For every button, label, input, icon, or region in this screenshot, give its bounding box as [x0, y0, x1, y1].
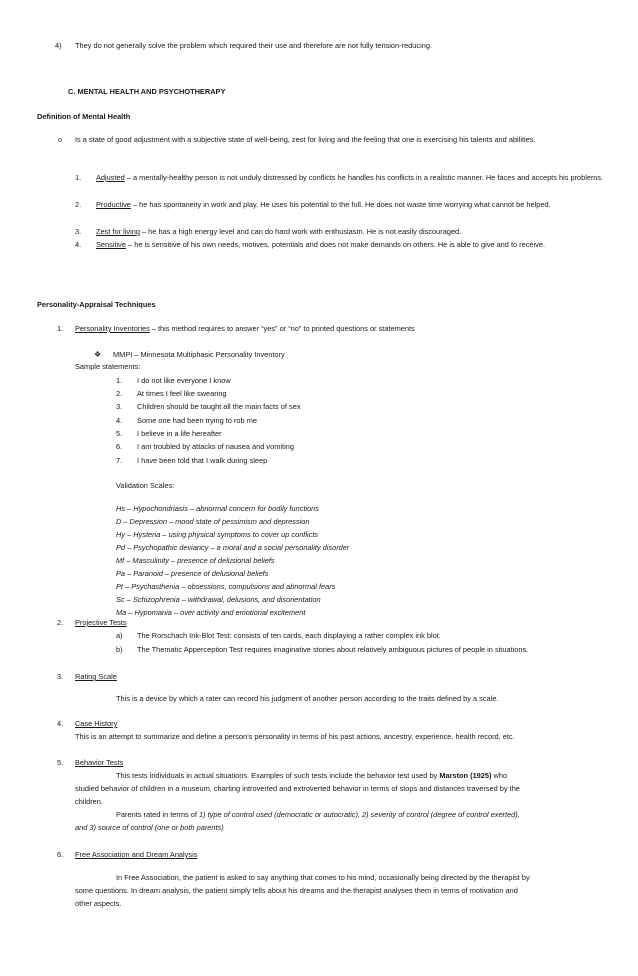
list-number: 1.	[57, 324, 64, 333]
sample-label: Sample statements:	[75, 362, 141, 371]
behavior-line: and 3) source of control (one or both parents)	[75, 823, 224, 832]
validation-scale: Ma – Hypomania – over activity and emotional excitement	[116, 608, 306, 617]
bullet-marker: o	[58, 135, 63, 144]
list-number: 3.	[75, 227, 82, 236]
validation-scale: D – Depression – mood state of pessimism and depression	[116, 517, 310, 526]
behavior-text: This tests individuals in actual situations. Examples of such tests include the behavior test used by	[116, 771, 440, 780]
statement-number: 7.	[116, 456, 123, 465]
statement-number: 1.	[116, 376, 123, 385]
list-item	[96, 225, 606, 238]
list-item	[96, 171, 606, 184]
term: Personality Inventories	[75, 324, 150, 333]
list-number: 4.	[57, 719, 64, 728]
term: Zest for living	[96, 227, 140, 236]
sub-item: The Thematic Apperception Test requires imaginative stories about relatively ambiguous pictures of people in situations.	[137, 645, 529, 654]
term-description: – a mentally-healthy person is not unduly distressed by conflicts he handles his conflicts in a realistic manner. He faces and accepts his problems.	[124, 173, 603, 182]
term-description: – he has a high energy level and can do hard work with enthusiasm. He is not easily discouraged.	[139, 227, 462, 236]
citation: Marston (1925)	[439, 771, 492, 780]
diamond-bullet-icon: ❖	[94, 350, 102, 359]
validation-scale: Sc – Schizophrenia – withdrawal, delusions, and disorientation	[116, 595, 321, 604]
behavior-line: studied behavior of children in a museum, charting introverted and extroverted behavior in terms of stops and distances traversed by the	[75, 784, 520, 793]
list-number: 6.	[57, 850, 64, 859]
statement: I believe in a life hereafter	[137, 429, 222, 438]
term: Productive	[96, 200, 131, 209]
rating-text: This is a device by which a rater can record his judgment of another person according to the traits defined by a scale.	[116, 694, 499, 703]
sub-item-marker: b)	[116, 645, 123, 654]
term-description: – this method requires to answer “yes” or “no” to printed questions or statements	[149, 324, 415, 333]
statement: I am troubled by attacks of nausea and vomiting	[137, 442, 294, 451]
appraisal-heading: Personality-Appraisal Techniques	[37, 300, 156, 309]
list-number: 1.	[75, 173, 82, 182]
mmpi-label: MMPI – Minnesota Multiphasic Personality Inventory	[113, 350, 285, 359]
term: Projective Tests	[75, 618, 127, 627]
term: Adjusted	[96, 173, 125, 182]
validation-scale: Pa – Paranoid – presence of delusional beliefs	[116, 569, 269, 578]
item-text: They do not generally solve the problem which required their use and therefore are not fully tension-reducing.	[75, 41, 433, 50]
list-item	[96, 238, 606, 251]
behavior-text: who	[491, 771, 508, 780]
list-number: 2.	[57, 618, 64, 627]
behavior-line: children.	[75, 797, 103, 806]
statement: I do not like everyone I know	[137, 376, 231, 385]
statement: At times I feel like swearing	[137, 389, 227, 398]
definition-text: Is a state of good adjustment with a subjective state of well-being, zest for living and the feeling that one is exercising his talents and abilities.	[75, 135, 536, 144]
section-heading: C. MENTAL HEALTH AND PSYCHOTHERAPY	[68, 87, 226, 96]
definition-heading: Definition of Mental Health	[37, 112, 131, 121]
free-line: other aspects.	[75, 899, 122, 908]
list-number: 5.	[57, 758, 64, 767]
sub-item-marker: a)	[116, 631, 123, 640]
list-number: 3.	[57, 672, 64, 681]
term: Sensitive	[96, 240, 126, 249]
term: Rating Scale	[75, 672, 117, 681]
statement-number: 6.	[116, 442, 123, 451]
list-number: 2.	[75, 200, 82, 209]
list-item	[75, 324, 415, 333]
term: Case History	[75, 719, 118, 728]
term-description: – he is sensitive of his own needs, motives, potentials and does not make demands on others. He is able to give and to receive.	[126, 240, 546, 249]
statement-number: 5.	[116, 429, 123, 438]
validation-scale: Mf – Masculinity – presence of delusional beliefs	[116, 556, 275, 565]
behavior-italic: 1) type of control used (democratic or autocratic), 2) severity of control (degree of control exerted),	[198, 810, 520, 819]
behavior-line	[116, 771, 507, 780]
statement-number: 4.	[116, 416, 123, 425]
statement-number: 3.	[116, 402, 123, 411]
case-text: This is an attempt to summarize and define a person’s personality in terms of his past actions, ancestry, experience, health record, etc.	[75, 732, 515, 741]
term: Free Association and Dream Analysis	[75, 850, 198, 859]
statement: Children should be taught all the main facts of sex	[137, 402, 301, 411]
statement-number: 2.	[116, 389, 123, 398]
list-number: 4.	[75, 240, 82, 249]
validation-scale: Pd – Psychopathic deviancy – a moral and a social personality disorder	[116, 543, 350, 552]
term: Behavior Tests	[75, 758, 124, 767]
behavior-text: Parents rated in terms of	[116, 810, 199, 819]
statement: I have been told that I walk during sleep	[137, 456, 268, 465]
item-number: 4)	[55, 41, 62, 50]
validation-scale: Pt – Psychasthenia – obsessions, compulsions and abnormal fears	[116, 582, 336, 591]
statement: Some one had been trying to rob me	[137, 416, 257, 425]
sub-item: The Rorschach Ink-Blot Test: consists of ten cards, each displaying a rather complex ink blot.	[137, 631, 441, 640]
list-item	[96, 198, 606, 211]
free-line: In Free Association, the patient is asked to say anything that comes to his mind, occasionally being directed by the therapist by	[116, 873, 530, 882]
term-description: – he has spontaneity in work and play. He uses his potential to the full. He does not waste time worrying what cannot be helped.	[130, 200, 551, 209]
behavior-line	[116, 810, 520, 819]
free-line: some questions. In dream analysis, the patient simply tells about his dreams and the therapist analyses them in terms of motivation and	[75, 886, 518, 895]
validation-label: Validation Scales:	[116, 481, 175, 490]
validation-scale: Hs – Hypochondriasis – abnormal concern for bodily functions	[116, 504, 319, 513]
validation-scale: Hy – Hysteria – using physical symptoms to cover up conflicts	[116, 530, 319, 539]
